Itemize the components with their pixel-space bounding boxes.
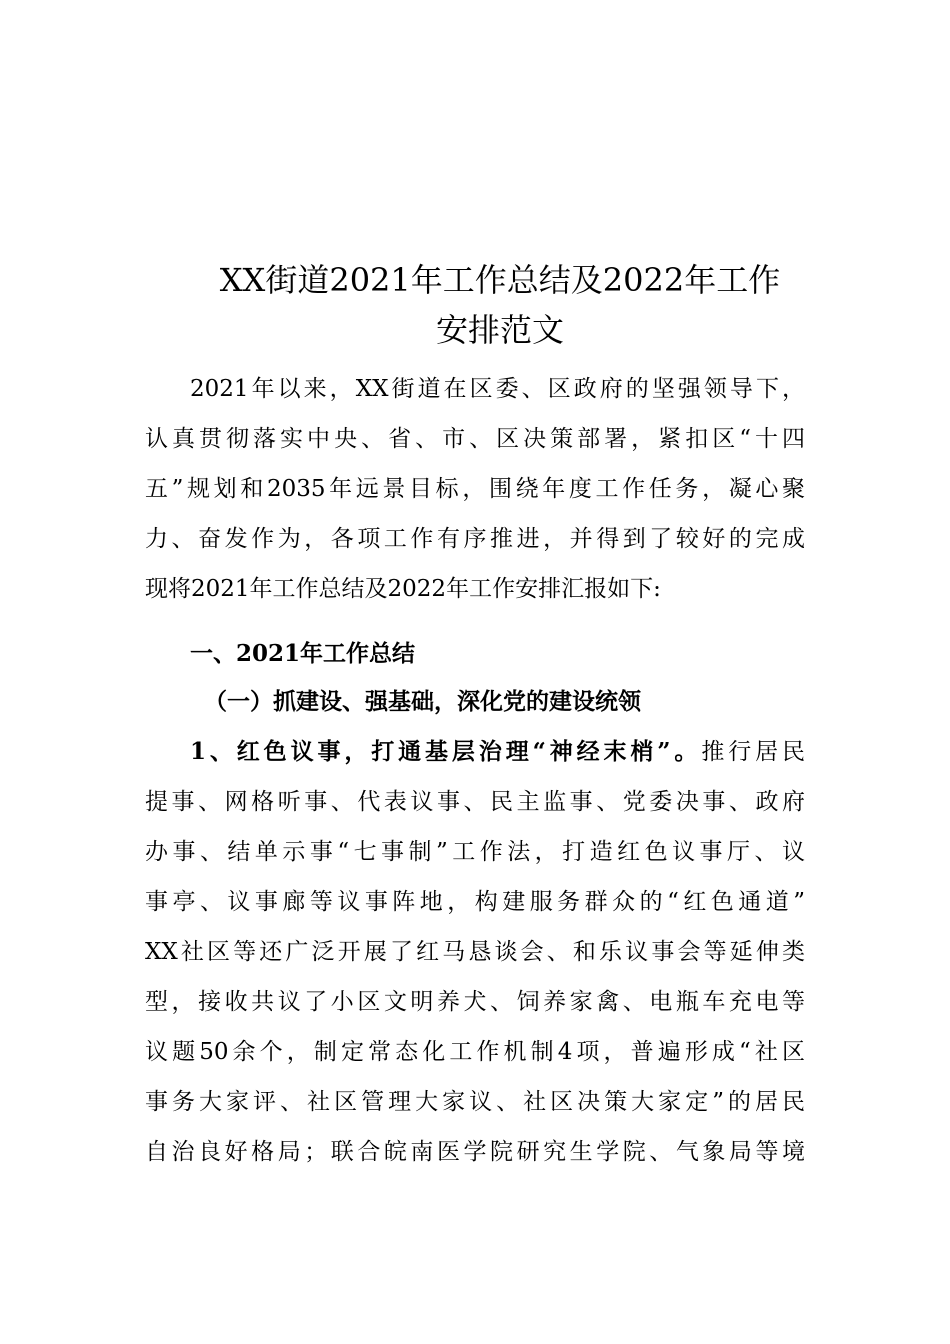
body-line: 自治良好格局；联合皖南医学院研究生学院、气象局等境 — [145, 1139, 805, 1165]
body-line: 办事、结单示事“七事制”工作法，打造红色议事厅、议 — [145, 839, 805, 865]
document-title-line-2: 安排范文 — [435, 311, 564, 349]
intro-line: 力、奋发作为，各项工作有序推进，并得到了较好的完成 — [145, 526, 805, 552]
body-line: 提事、网格听事、代表议事、民主监事、党委决事、政府 — [145, 789, 805, 815]
body-line: 事务大家评、社区管理大家议、社区决策大家定”的居民 — [145, 1089, 805, 1115]
item-1-first-line — [190, 736, 805, 768]
body-line: 型，接收共议了小区文明养犬、饲养家禽、电瓶车充电等 — [145, 989, 805, 1015]
body-line: 事亭、议事廊等议事阵地，构建服务群众的“红色通道” — [145, 889, 805, 915]
body-line: 议题50余个，制定常态化工作机制4项，普遍形成“社区 — [145, 1039, 805, 1065]
item-1-lead-rest: 推行居民 — [701, 739, 805, 765]
subsection-heading: （一）抓建设、强基础，深化党的建设统领 — [204, 688, 641, 715]
item-1-lead: 1、红色议事，打通基层治理“神经末梢”。 — [190, 738, 702, 765]
document-title-line-1: XX街道2021年工作总结及2022年工作 — [219, 261, 781, 299]
intro-line: 认真贯彻落实中央、省、市、区决策部署，紧扣区“十四 — [145, 426, 805, 452]
intro-line: 2021年以来，XX街道在区委、区政府的坚强领导下， — [190, 376, 805, 402]
intro-line: 现将2021年工作总结及2022年工作安排汇报如下: — [145, 576, 661, 602]
section-heading: 一、2021年工作总结 — [190, 640, 416, 667]
intro-line: 五”规划和2035年远景目标，围绕年度工作任务，凝心聚 — [145, 476, 805, 502]
body-line: XX社区等还广泛开展了红马恳谈会、和乐议事会等延伸类 — [145, 939, 805, 965]
